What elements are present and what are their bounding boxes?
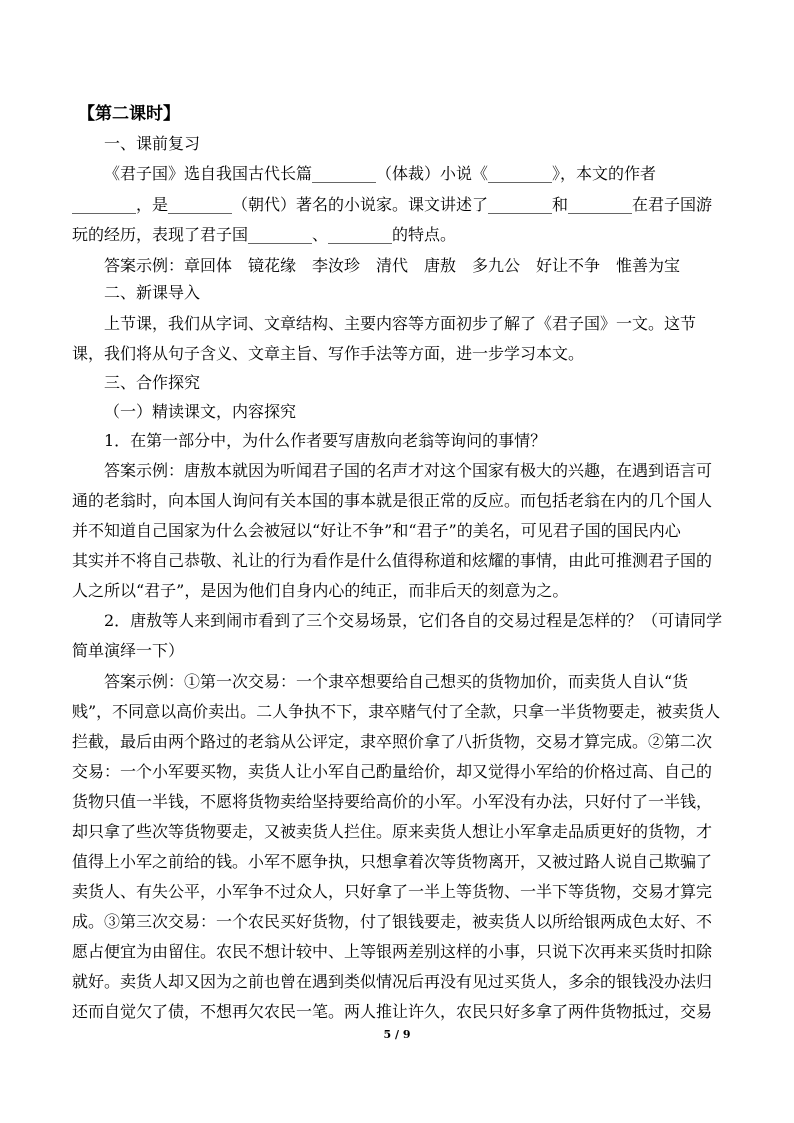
- paragraph-line: 上节课，我们从字词、文章结构、主要内容等方面初步了解了《君子国》一文。这节: [104, 314, 697, 333]
- answer-line: 拦截，最后由两个路过的老翁从公评定，隶卒照价拿了八折货物，交易才算完成。②第二次: [72, 732, 713, 751]
- answer-line: 值得上小军之前给的钱。小军不愿争执，只想拿着次等货物离开，又被过路人说自己欺骗了: [72, 852, 713, 871]
- page-number: 5 / 9: [383, 1028, 411, 1041]
- answer-line: 答案示例：章回体 镜花缘 李汝珍 清代 唐敖 多九公 好让不争 惟善为宝: [104, 256, 681, 275]
- answer-line: 通的老翁时，向本国人询问有关本国的事本就是很正常的反应。而包括老翁在内的几个国人: [72, 491, 713, 510]
- heading-intro: 二、新课导入: [104, 283, 201, 302]
- answer-line: 并不知道自己国家为什么会被冠以“好让不争”和“君子”的美名，可见君子国的国民内心: [72, 521, 681, 540]
- answer-line: 却只拿了些次等货物要走，又被卖货人拦住。原来卖货人想让小军拿走品质更好的货物，才: [72, 822, 713, 841]
- answer-line: 答案示例：①第一次交易：一个隶卒想要给自己想买的货物加价，而卖货人自认“货: [104, 672, 689, 691]
- answer-line: 成。③第三次交易：一个农民买好货物，付了银钱要走，被卖货人以所给银两成色太好、不: [72, 912, 713, 931]
- answer-line: 人之所以“君子”，是因为他们自身内心的纯正，而非后天的刻意为之。: [72, 581, 569, 600]
- answer-line: 卖货人、有失公平，小军争不过众人，只好拿了一半上等货物、一半下等货物，交易才算完: [72, 882, 713, 901]
- answer-line: 愿占便宜为由留住。农民不想计较中、上等银两差别这样的小事，只说下次再来买货时扣除: [72, 942, 713, 961]
- question-line: 1．在第一部分中，为什么作者要写唐敖向老翁等询问的事情？: [104, 431, 547, 450]
- paragraph-line: 玩的经历，表现了君子国________、________的特点。: [72, 225, 457, 244]
- answer-line: 就好。卖货人却又因为之前也曾在遇到类似情况后再没有见过买货人，多余的银钱没办法归: [72, 972, 713, 991]
- heading-explore: 三、合作探究: [104, 373, 201, 392]
- answer-line: 其实并不将自己恭敬、礼让的行为看作是什么值得称道和炫耀的事情，由此可推测君子国的: [72, 551, 713, 570]
- answer-line: 还而自觉欠了债，不想再欠农民一笔。两人推让许久，农民只好多拿了两件货物抵过，交易: [72, 1002, 713, 1021]
- answer-line: 货物只值一半钱，不愿将货物卖给坚持要给高价的小军。小军没有办法，只好付了一半钱，: [72, 792, 713, 811]
- paragraph-line: 课，我们将从句子含义、文章主旨、写作手法等方面，进一步学习本文。: [72, 344, 585, 363]
- paragraph-line: 《君子国》选自我国古代长篇________（体裁）小说《________》，本文的作者: [104, 164, 657, 183]
- paragraph-line: ________，是________（朝代）著名的小说家。课文讲述了________和________在君子国游: [72, 195, 713, 214]
- question-line: 简单演绎一下）: [72, 641, 185, 660]
- answer-line: 答案示例：唐敖本就因为听闻君子国的名声才对这个国家有极大的兴趣，在遇到语言可: [104, 461, 713, 480]
- heading-review: 一、课前复习: [104, 134, 201, 153]
- answer-line: 贱”，不同意以高价卖出。二人争执不下，隶卒赌气付了全款，只拿一半货物要走，被卖货人: [72, 702, 721, 721]
- subheading: （一）精读课文，内容探究: [104, 402, 297, 421]
- answer-line: 交易：一个小军要买物，卖货人让小军自己酌量给价，却又觉得小军给的价格过高、自己的: [72, 762, 713, 781]
- section-title: 【第二课时】: [78, 104, 180, 124]
- question-line: 2．唐敖等人来到闹市看到了三个交易场景，它们各自的交易过程是怎样的？（可请同学: [104, 611, 723, 630]
